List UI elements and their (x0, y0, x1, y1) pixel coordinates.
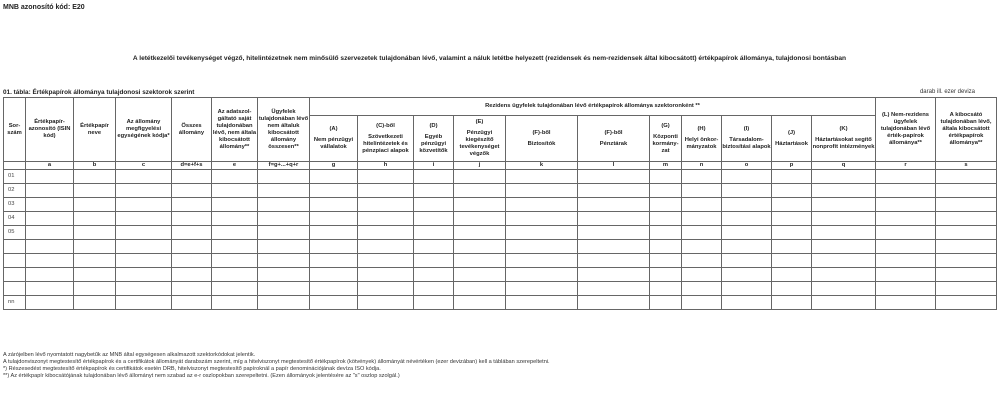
data-cell[interactable] (506, 282, 578, 296)
data-cell[interactable] (172, 170, 212, 184)
data-cell[interactable] (812, 184, 876, 198)
data-cell[interactable] (212, 170, 258, 184)
data-cell[interactable] (812, 198, 876, 212)
data-cell[interactable] (212, 198, 258, 212)
data-cell[interactable] (506, 296, 578, 310)
row-number: 04 (4, 212, 26, 226)
col-egyseg: Az állomány megfigyelési egységének kódja* (116, 98, 172, 162)
data-cell[interactable] (812, 254, 876, 268)
sector-name: Nem pénzügyi vállalatok (313, 137, 354, 150)
row-number: 05 (4, 226, 26, 240)
data-cell[interactable] (578, 282, 650, 296)
data-cell[interactable] (578, 184, 650, 198)
data-cell[interactable] (74, 212, 116, 226)
column-letter: j (454, 162, 506, 170)
data-cell[interactable] (26, 240, 74, 254)
data-cell[interactable] (310, 198, 358, 212)
data-cell[interactable] (116, 240, 172, 254)
row-number (4, 240, 26, 254)
data-cell[interactable] (414, 170, 454, 184)
column-letter: r (876, 162, 936, 170)
row-number: 01 (4, 170, 26, 184)
data-cell[interactable] (74, 296, 116, 310)
sector-name: Társadalom-biztosítási alapok (722, 137, 771, 150)
col-sorszam: Sor-szám (4, 98, 26, 162)
footnote-line: *) Részesedést megtestesítő értékpapírok és certifikátok esetén DRB, hitelviszonyt megtestesítő papíroknál a papír denominációjának devíza ISO kódja. (3, 366, 381, 372)
data-cell[interactable] (358, 170, 414, 184)
data-cell[interactable] (876, 212, 936, 226)
data-cell[interactable] (212, 254, 258, 268)
data-cell[interactable] (650, 254, 682, 268)
data-cell[interactable] (578, 254, 650, 268)
data-cell[interactable] (454, 198, 506, 212)
data-cell[interactable] (722, 184, 772, 198)
data-cell[interactable] (74, 198, 116, 212)
data-cell[interactable] (772, 170, 812, 184)
data-cell[interactable] (212, 212, 258, 226)
data-cell[interactable] (358, 282, 414, 296)
row-number (4, 268, 26, 282)
data-cell[interactable] (506, 212, 578, 226)
column-letter: d=e+f+s (172, 162, 212, 170)
data-cell[interactable] (812, 282, 876, 296)
data-cell[interactable] (310, 226, 358, 240)
data-cell[interactable] (358, 254, 414, 268)
data-cell[interactable] (578, 296, 650, 310)
data-cell[interactable] (172, 198, 212, 212)
sector-header (772, 116, 812, 162)
sector-header (650, 116, 682, 162)
data-cell[interactable] (212, 282, 258, 296)
data-cell[interactable] (772, 296, 812, 310)
col-adatszolg: Az adatszol-gáltató saját tulajdonában lévő, nem általa kibocsátott állomány** (212, 98, 258, 162)
data-cell[interactable] (310, 184, 358, 198)
data-cell[interactable] (258, 254, 310, 268)
col-isin: Értékpapír-azonosító (ISIN kód) (26, 98, 74, 162)
data-cell[interactable] (936, 170, 997, 184)
footnotes (3, 352, 550, 380)
data-cell[interactable] (358, 212, 414, 226)
data-cell[interactable] (682, 296, 722, 310)
data-cell[interactable] (172, 184, 212, 198)
report-title: A letétkezelői tevékenységet végző, hitelintézetnek nem minősülő szervezetek tulajdonában lévő, valamint a náluk letétbe helyezett (rezidensek és nem-rezidensek által kibocsátott) értékpapírok állománya, tulajdonosi bontásban (132, 55, 847, 62)
table-row (4, 226, 997, 240)
footnote-line: A tulajdonviszonyt megtestesítő értékpapírok és a certifikátok állományát darabszám szerint, míg a hitelviszonyt megtestesítő értékpapírok (kötvények) állományát névértéken (ezer devizában) kell a táblában szerepeltetni. (3, 359, 550, 365)
data-cell[interactable] (722, 254, 772, 268)
sector-header (578, 116, 650, 162)
data-cell[interactable] (414, 184, 454, 198)
data-cell[interactable] (212, 226, 258, 240)
data-cell[interactable] (26, 226, 74, 240)
data-cell[interactable] (454, 282, 506, 296)
data-cell[interactable] (454, 226, 506, 240)
table-row (4, 212, 997, 226)
data-cell[interactable] (682, 198, 722, 212)
sector-code: (G) (661, 122, 670, 129)
column-letter: i (414, 162, 454, 170)
data-cell[interactable] (172, 282, 212, 296)
data-cell[interactable] (116, 198, 172, 212)
data-cell[interactable] (682, 170, 722, 184)
data-cell[interactable] (258, 184, 310, 198)
sector-code: (A) (329, 126, 338, 132)
data-cell[interactable] (258, 226, 310, 240)
data-cell[interactable] (310, 254, 358, 268)
table-row (4, 170, 997, 184)
securities-table (3, 97, 997, 310)
data-cell[interactable] (812, 268, 876, 282)
data-cell[interactable] (650, 198, 682, 212)
data-cell[interactable] (876, 170, 936, 184)
data-cell[interactable] (936, 296, 997, 310)
data-cell[interactable] (506, 184, 578, 198)
data-cell[interactable] (172, 268, 212, 282)
data-cell[interactable] (578, 226, 650, 240)
data-cell[interactable] (772, 226, 812, 240)
sector-name: Központi kormány-zat (652, 133, 679, 154)
data-cell[interactable] (650, 226, 682, 240)
data-cell[interactable] (454, 212, 506, 226)
data-cell[interactable] (650, 240, 682, 254)
data-cell[interactable] (936, 226, 997, 240)
data-cell[interactable] (26, 212, 74, 226)
data-cell[interactable] (812, 240, 876, 254)
data-cell[interactable] (454, 296, 506, 310)
data-cell[interactable] (212, 240, 258, 254)
data-cell[interactable] (212, 184, 258, 198)
data-cell[interactable] (936, 282, 997, 296)
sector-name: Pénzügyi kiegészítő tevékenységet végzők (459, 130, 500, 157)
data-cell[interactable] (650, 268, 682, 282)
data-cell[interactable] (876, 268, 936, 282)
data-cell[interactable] (812, 170, 876, 184)
data-cell[interactable] (650, 170, 682, 184)
data-cell[interactable] (722, 170, 772, 184)
data-cell[interactable] (876, 296, 936, 310)
column-letter: c (116, 162, 172, 170)
table-row (4, 282, 997, 296)
column-letter: k (506, 162, 578, 170)
data-cell[interactable] (772, 254, 812, 268)
data-cell[interactable] (258, 296, 310, 310)
data-cell[interactable] (876, 226, 936, 240)
data-cell[interactable] (682, 212, 722, 226)
data-cell[interactable] (258, 198, 310, 212)
data-cell[interactable] (936, 198, 997, 212)
data-cell[interactable] (310, 282, 358, 296)
col-kibocsato: A kibocsátó tulajdonában lévő, általa kibocsátott értékpapírok állománya** (936, 98, 997, 162)
rezidens-group-header: Rezidens ügyfelek tulajdonában lévő értékpapírok állománya szektoronként ** (310, 98, 876, 116)
data-cell[interactable] (812, 212, 876, 226)
data-cell[interactable] (650, 184, 682, 198)
data-cell[interactable] (358, 184, 414, 198)
data-cell[interactable] (310, 296, 358, 310)
data-cell[interactable] (26, 170, 74, 184)
data-cell[interactable] (26, 268, 74, 282)
data-cell[interactable] (414, 282, 454, 296)
table-row (4, 254, 997, 268)
data-cell[interactable] (578, 198, 650, 212)
column-letter: e (212, 162, 258, 170)
sector-name: Helyi önkor-mányzatok (684, 137, 719, 150)
data-cell[interactable] (876, 254, 936, 268)
data-cell[interactable] (26, 282, 74, 296)
data-cell[interactable] (578, 240, 650, 254)
data-cell[interactable] (722, 296, 772, 310)
table-row (4, 268, 997, 282)
data-cell[interactable] (116, 254, 172, 268)
table-name: 01. tábla: Értékpapírok állománya tulajdonosi szektorok szerint (3, 89, 195, 96)
data-cell[interactable] (772, 282, 812, 296)
sector-header (722, 116, 772, 162)
sector-code: (F)-ből (532, 129, 551, 136)
data-cell[interactable] (310, 240, 358, 254)
data-cell[interactable] (310, 212, 358, 226)
data-cell[interactable] (772, 198, 812, 212)
data-cell[interactable] (74, 254, 116, 268)
data-cell[interactable] (936, 240, 997, 254)
data-cell[interactable] (936, 268, 997, 282)
data-cell[interactable] (772, 184, 812, 198)
data-cell[interactable] (936, 254, 997, 268)
data-cell[interactable] (682, 254, 722, 268)
data-cell[interactable] (258, 240, 310, 254)
data-cell[interactable] (506, 254, 578, 268)
data-cell[interactable] (26, 296, 74, 310)
data-cell[interactable] (650, 296, 682, 310)
data-cell[interactable] (116, 268, 172, 282)
data-cell[interactable] (578, 268, 650, 282)
row-number (4, 254, 26, 268)
unit-label: darab ill. ezer deviza (919, 89, 975, 95)
table-row (4, 184, 997, 198)
data-cell[interactable] (876, 282, 936, 296)
data-cell[interactable] (650, 282, 682, 296)
sector-header (310, 116, 358, 162)
data-cell[interactable] (650, 212, 682, 226)
data-cell[interactable] (310, 170, 358, 184)
table-row (4, 198, 997, 212)
column-letter: f=g+...+q+r (258, 162, 310, 170)
data-cell[interactable] (506, 226, 578, 240)
data-cell[interactable] (358, 296, 414, 310)
column-letter: h (358, 162, 414, 170)
column-letter: b (74, 162, 116, 170)
data-cell[interactable] (682, 240, 722, 254)
sector-name: Egyéb pénzügyi közvetítők (419, 133, 448, 154)
data-cell[interactable] (358, 198, 414, 212)
data-cell[interactable] (722, 226, 772, 240)
sector-code: (D) (429, 122, 438, 129)
data-cell[interactable] (876, 198, 936, 212)
data-cell[interactable] (454, 184, 506, 198)
row-number: nn (4, 296, 26, 310)
sector-name: Háztartásokat segítő nonprofit intézmények (812, 137, 875, 150)
data-cell[interactable] (74, 282, 116, 296)
data-cell[interactable] (772, 240, 812, 254)
data-cell[interactable] (116, 296, 172, 310)
column-letter: o (722, 162, 772, 170)
data-cell[interactable] (506, 268, 578, 282)
sector-name: Háztartások (775, 140, 808, 147)
data-cell[interactable] (116, 170, 172, 184)
data-cell[interactable] (876, 240, 936, 254)
data-cell[interactable] (454, 170, 506, 184)
data-cell[interactable] (258, 212, 310, 226)
data-cell[interactable] (358, 240, 414, 254)
column-letter: q (812, 162, 876, 170)
sector-header (414, 116, 454, 162)
data-cell[interactable] (454, 240, 506, 254)
data-cell[interactable] (812, 226, 876, 240)
column-letter: s (936, 162, 997, 170)
col-nemrez: (L) Nem-rezidens ügyfelek tulajdonában lévő érték-papírok állománya** (876, 98, 936, 162)
row-number: 03 (4, 198, 26, 212)
sector-header (358, 116, 414, 162)
data-cell[interactable] (116, 282, 172, 296)
sector-header (812, 116, 876, 162)
data-cell[interactable] (414, 198, 454, 212)
data-cell[interactable] (74, 170, 116, 184)
column-letter: p (772, 162, 812, 170)
data-cell[interactable] (722, 198, 772, 212)
data-cell[interactable] (722, 212, 772, 226)
sector-code: (E) (475, 119, 484, 125)
data-cell[interactable] (74, 226, 116, 240)
sector-header (682, 116, 722, 162)
data-cell[interactable] (936, 184, 997, 198)
data-cell[interactable] (358, 226, 414, 240)
sector-code: (C)-ből (376, 122, 395, 129)
data-cell[interactable] (772, 268, 812, 282)
sector-code: (H) (697, 126, 706, 132)
mnb-code: MNB azonosító kód: E20 (3, 4, 85, 11)
data-cell[interactable] (682, 184, 722, 198)
data-cell[interactable] (116, 212, 172, 226)
data-cell[interactable] (414, 212, 454, 226)
table-row (4, 240, 997, 254)
data-cell[interactable] (212, 296, 258, 310)
data-cell[interactable] (936, 212, 997, 226)
data-cell[interactable] (172, 296, 212, 310)
data-cell[interactable] (172, 254, 212, 268)
data-cell[interactable] (74, 268, 116, 282)
data-cell[interactable] (172, 212, 212, 226)
data-cell[interactable] (682, 226, 722, 240)
data-cell[interactable] (258, 282, 310, 296)
data-cell[interactable] (74, 184, 116, 198)
data-cell[interactable] (722, 268, 772, 282)
sector-name: Szövetkezeti hitelintézetek és pénzpiaci alapok (362, 133, 409, 154)
sector-code: (K) (839, 126, 848, 132)
data-cell[interactable] (172, 240, 212, 254)
data-cell[interactable] (578, 212, 650, 226)
data-cell[interactable] (258, 268, 310, 282)
data-cell[interactable] (172, 226, 212, 240)
col-osszes: Összes állomány (172, 98, 212, 162)
sector-header (506, 116, 578, 162)
data-cell[interactable] (722, 240, 772, 254)
data-cell[interactable] (682, 268, 722, 282)
data-cell[interactable] (414, 226, 454, 240)
sector-header (454, 116, 506, 162)
data-cell[interactable] (682, 282, 722, 296)
data-cell[interactable] (26, 184, 74, 198)
footnote-line: **) Az értékpapír kibocsátójának tulajdonában lévő állományt nem szabad az e-r oszlopokban szerepeltetni. (Ezen állományok jelentésére az "s" oszlop szolgál.) (3, 373, 400, 379)
col-neve: Értékpapír neve (74, 98, 116, 162)
data-cell[interactable] (414, 254, 454, 268)
data-cell[interactable] (414, 268, 454, 282)
letter-cell-blank (4, 162, 26, 170)
column-letter: a (26, 162, 74, 170)
sector-name: Biztosítók (527, 140, 556, 147)
data-cell[interactable] (116, 226, 172, 240)
sector-code: (I) (743, 126, 750, 132)
data-cell[interactable] (74, 240, 116, 254)
data-cell[interactable] (454, 268, 506, 282)
data-cell[interactable] (454, 254, 506, 268)
data-cell[interactable] (116, 184, 172, 198)
sector-name: Pénztárak (599, 140, 628, 147)
sector-code: (F)-ből (604, 129, 623, 136)
data-cell[interactable] (26, 198, 74, 212)
data-cell[interactable] (578, 170, 650, 184)
data-cell[interactable] (26, 254, 74, 268)
sector-code: (J) (787, 129, 796, 136)
data-cell[interactable] (258, 170, 310, 184)
column-letter: l (578, 162, 650, 170)
data-cell[interactable] (506, 198, 578, 212)
column-letter: g (310, 162, 358, 170)
row-number (4, 282, 26, 296)
data-cell[interactable] (876, 184, 936, 198)
data-cell[interactable] (506, 170, 578, 184)
data-cell[interactable] (812, 296, 876, 310)
data-cell[interactable] (358, 268, 414, 282)
data-cell[interactable] (772, 212, 812, 226)
col-ugyfelek: Ügyfelek tulajdonában lévő nem általuk kibocsátott állomány összesen** (258, 98, 310, 162)
data-cell[interactable] (506, 240, 578, 254)
data-cell[interactable] (212, 268, 258, 282)
data-cell[interactable] (414, 240, 454, 254)
column-letter: n (682, 162, 722, 170)
table-row (4, 296, 997, 310)
column-letter: m (650, 162, 682, 170)
row-number: 02 (4, 184, 26, 198)
data-cell[interactable] (310, 268, 358, 282)
footnote-line: A zárójelben lévő nyomtatott nagybetűk az MNB által egységesen alkalmazott szektorkódokat jelentik. (3, 352, 256, 358)
data-cell[interactable] (722, 282, 772, 296)
data-cell[interactable] (414, 296, 454, 310)
